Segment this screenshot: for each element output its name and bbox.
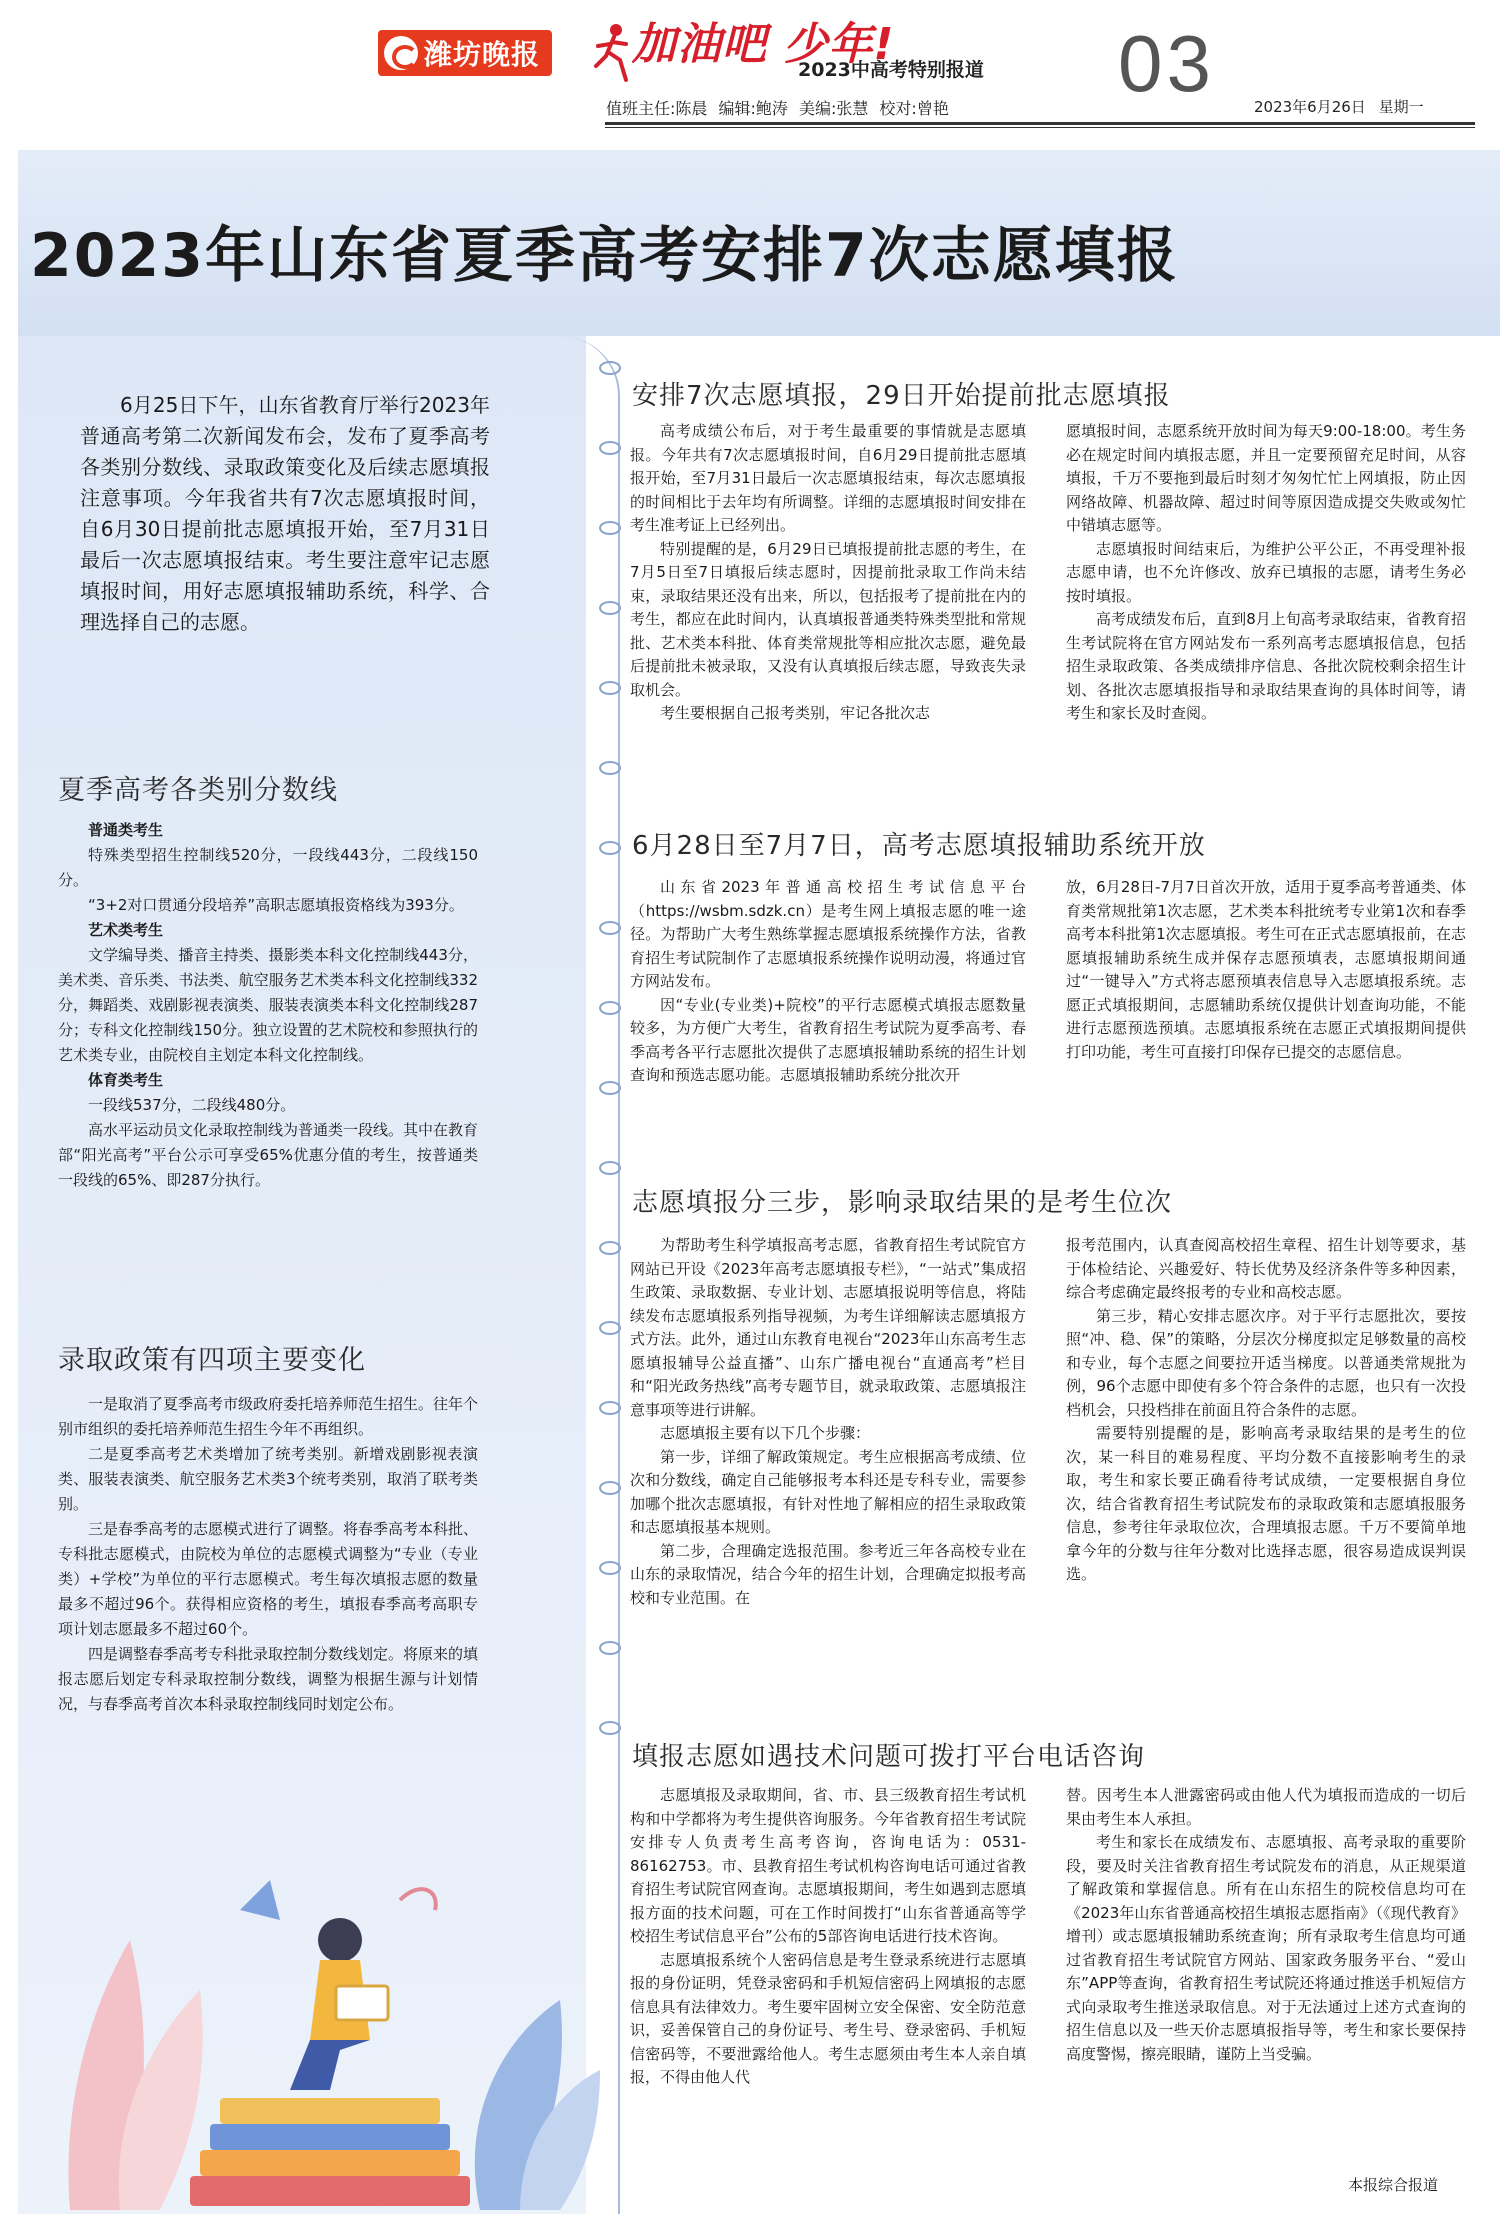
policy-change-2: 二是夏季高考艺术类增加了统考类别。新增戏剧影视表演类、服装表演类、航空服务艺术类3个统考类别，取消了联考类别。 — [58, 1445, 478, 1513]
section-2-col-b — [1066, 876, 1466, 1064]
source-credit: 本报综合报道 — [1348, 2176, 1439, 2194]
art-students-text: 文学编导类、播音主持类、摄影类本科文化控制线443分，美术类、音乐类、书法类、航空服务艺术类本科文化控制线332分，舞蹈类、戏剧影视表演类、服装表演类本科文化控制线287分；专科文化控制线150分。独立设置的艺术院校和参照执行的艺术类专业，由院校自主划定本科文化控制线。 — [58, 946, 478, 1064]
section-1-para-2: 特别提醒的是，6月29日已填报提前批志愿的考生，在7月5日至7日填报后续志愿时，因提前批录取工作尚未结束，录取结果还没有出来，所以，包括报考了提前批在内的考生，都应在此时间内，认真填报普通类特殊类型批和常规批、艺术类本科批、体育类常规批等相应批次志愿，避免最后提前批未被录取，又没有认真填报后续志愿，导致丧失录取机会。 — [630, 539, 1026, 699]
sport-students-head: 体育类考生 — [88, 1071, 164, 1089]
page-number: 03 — [1118, 19, 1215, 108]
section-2-para-2: 因“专业(专业类)+院校”的平行志愿模式填报志愿数量较多，为方便广大考生，省教育招生考试院为夏季高考、春季高考各平行志愿批次提供了志愿填报辅助系统的招生计划查询和预选志愿功能。志愿填报辅助系统分批次开 — [630, 995, 1026, 1084]
section-1-para-1: 高考成绩公布后，对于考生最重要的事情就是志愿填报。今年共有7次志愿填报时间，自6月29日提前批志愿填报开始，至7月31日最后一次志愿填报结束，每次志愿填报的时间相比于去年均有所调整。详细的志愿填报时间安排在考生准考证上已经列出。 — [630, 422, 1026, 534]
section-2-title: 6月28日至7月7日，高考志愿填报辅助系统开放 — [632, 831, 1206, 861]
sport-students-text-1: 一段线537分，二段线480分。 — [88, 1096, 296, 1114]
policy-change-4: 四是调整春季高考专科批录取控制分数线划定。将原来的填报志愿后划定专科录取控制分数线，调整为根据生源与计划情况，与春季高考首次本科录取控制线同时划定公布。 — [58, 1645, 479, 1713]
section-4-title: 填报志愿如遇技术问题可拨打平台电话咨询 — [632, 1742, 1146, 1772]
scores-section-body — [58, 818, 478, 1193]
section-1-col-b — [1066, 420, 1466, 726]
section-3-para-4: 第二步，合理确定选报范围。参考近三年各高校专业在山东的录取情况，结合今年的招生计划，合理确定拟报考高校和专业范围。在 — [630, 1541, 1026, 1607]
art-students-head: 艺术类考生 — [88, 921, 164, 939]
slogan: 加油吧 少年! — [632, 19, 895, 70]
paper-logo-icon — [384, 36, 418, 70]
section-3-para-5: 报考范围内，认真查阅高校招生章程、招生计划等要求，基于体检结论、兴趣爱好、特长优势及经济条件等多种因素，综合考虑确定最终报考的专业和高校志愿。 — [1066, 1236, 1466, 1301]
lead-paragraph: 6月25日下午，山东省教育厅举行2023年普通高考第二次新闻发布会，发布了夏季高考各类别分数线、录取政策变化及后续志愿填报注意事项。今年我省共有7次志愿填报时间，自6月30日提前批志愿填报开始，至7月31日最后一次志愿填报结束。考生要注意牢记志愿填报时间，用好志愿填报辅助系统，科学、合理选择自己的志愿。 — [80, 393, 490, 634]
section-1-col-a — [630, 420, 1026, 726]
paper-name: 潍坊晚报 — [424, 38, 541, 71]
masthead-rule-thin — [605, 127, 1475, 128]
reading-student-illustration — [40, 1790, 620, 2214]
section-1-para-6: 高考成绩发布后，直到8月上旬高考录取结束，省教育招生考试院将在官方网站发布一系列高考志愿填报信息，包括招生录取政策、各类成绩排序信息、各批次院校剩余招生计划、各批次志愿填报指导和录取结果查询的具体时间等，请考生和家长及时查阅。 — [1066, 610, 1466, 722]
section-4-para-2: 志愿填报系统个人密码信息是考生登录系统进行志愿填报的身份证明，凭登录密码和手机短信密码上网填报的志愿信息具有法律效力。考生要牢固树立安全保密、安全防范意识，妥善保管自己的身份证号、考生号、登录密码、手机短信密码等，不要泄露给他人。考生志愿须由考生本人亲自填报，不得由他人代 — [630, 1950, 1026, 2086]
sport-students-text-2: 高水平运动员文化录取控制线为普通类一段线。其中在教育部“阳光高考”平台公示可享受65%优惠分值的考生，按普通类一段线的65%、即287分执行。 — [58, 1121, 479, 1189]
runner-icon — [592, 22, 632, 84]
policy-change-1: 一是取消了夏季高考市级政府委托培养师范生招生。往年个别市组织的委托培养师范生招生今年不再组织。 — [58, 1395, 479, 1438]
section-4-para-1: 志愿填报及录取期间，省、市、县三级教育招生考试机构和中学都将为考生提供咨询服务。今年省教育招生考试院安排专人负责考生高考咨询，咨询电话为：0531-86162753。市、县教育招生考试机构咨询电话可通过省教育招生考试院官网查询。志愿填报期间，考生如遇到志愿填报方面的技术问题，可在工作时间拨打“山东省普通高等学校招生考试信息平台”公布的5部咨询电话进行技术咨询。 — [630, 1786, 1026, 1945]
section-4-para-3: 替。因考生本人泄露密码或由他人代为填报而造成的一切后果由考生本人承担。 — [1066, 1786, 1466, 1828]
staff-credits: 值班主任:陈晨 编辑:鲍涛 美编:张慧 校对:曾艳 — [606, 99, 949, 118]
section-4-para-4: 考生和家长在成绩发布、志愿填报、高考录取的重要阶段，要及时关注省教育招生考试院发布的消息，从正规渠道了解政策和掌握信息。所有在山东招生的院校信息均可在《2023年山东省普通高校招生填报志愿指南》（《现代教育》增刊）或志愿填报辅助系统查询；所有录取考生信息均可通过省教育招生考试院官方网站、国家政务服务平台、“爱山东”APP等查询，省教育招生考试院还将通过推送手机短信方式向录取考生推送录取信息。对于无法通过上述方式查询的招生信息以及一些天价志愿填报指导等，考生和家长要保持高度警惕，擦亮眼睛，谨防上当受骗。 — [1066, 1833, 1466, 2063]
section-3-para-2: 志愿填报主要有以下几个步骤： — [660, 1424, 871, 1442]
section-2-para-1: 山东省2023年普通高校招生考试信息平台（https://wsbm.sdzk.cn）是考生网上填报志愿的唯一途径。为帮助广大考生熟练掌握志愿填报系统操作方法，省教育招生考试院制作了志愿填报系统操作说明动漫，将通过官方网站发布。 — [630, 878, 1026, 990]
slogan-subtitle: 2023中高考特别报道 — [798, 59, 984, 81]
general-students-text-1: 特殊类型招生控制线520分，一段线443分，二段线150分。 — [58, 846, 478, 889]
paper-logo — [378, 30, 552, 76]
section-3-col-b — [1066, 1234, 1466, 1587]
policy-section-body — [58, 1392, 478, 1717]
section-1-para-3: 考生要根据自己报考类别，牢记各批次志 — [660, 704, 931, 722]
general-students-head: 普通类考生 — [88, 821, 164, 839]
section-3-para-7: 需要特别提醒的是，影响高考录取结果的是考生的位次，某一科目的难易程度、平均分数不直接影响考生的录取，考生和家长要正确看待考试成绩，一定要根据自身位次，结合省教育招生考试院发布的录取政策和志愿填报服务信息，参考往年录取位次，合理填报志愿。千万不要简单地拿今年的分数与往年分数对比选择志愿，很容易造成误判误选。 — [1066, 1424, 1466, 1583]
issue-date: 2023年6月26日 星期一 — [1254, 98, 1424, 116]
policy-section-title: 录取政策有四项主要变化 — [58, 1345, 366, 1376]
section-3-para-6: 第三步，精心安排志愿次序。对于平行志愿批次，要按照“冲、稳、保”的策略，分层次分梯度拟定足够数量的高校和专业，每个志愿之间要拉开适当梯度。以普通类常规批为例，96个志愿中即使有多个符合条件的志愿，也只有一次投档机会，只投档排在前面且符合条件的志愿。 — [1066, 1306, 1466, 1419]
general-students-text-2: “3+2对口贯通分段培养”高职志愿填报资格线为393分。 — [88, 896, 464, 914]
section-3-title: 志愿填报分三步，影响录取结果的是考生位次 — [632, 1188, 1173, 1218]
section-1-para-4: 愿填报时间，志愿系统开放时间为每天9:00-18:00。考生务必在规定时间内填报志愿，并且一定要预留充足时间，从容填报，千万不要拖到最后时刻才匆匆忙忙上网填报，防止因网络故障、机器故障、超过时间等原因造成提交失败或匆忙中错填志愿等。 — [1066, 422, 1466, 534]
scores-section-title: 夏季高考各类别分数线 — [58, 775, 338, 806]
page-title: 2023年山东省夏季高考安排7次志愿填报 — [30, 221, 1179, 291]
section-3-para-1: 为帮助考生科学填报高考志愿，省教育招生考试院官方网站已开设《2023年高考志愿填报专栏》，“一站式”集成招生政策、录取数据、专业计划、志愿填报说明等信息，将陆续发布志愿填报系列指导视频，为考生详细解读志愿填报方式方法。此外，通过山东教育电视台“2023年山东高考生志愿填报辅导公益直播”、山东广播电视台“直通高考”栏目和“阳光政务热线”高考专题节目，就录取政策、志愿填报注意事项等进行讲解。 — [630, 1236, 1026, 1419]
section-1-para-5: 志愿填报时间结束后，为维护公平公正，不再受理补报志愿申请，也不允许修改、放弃已填报的志愿，请考生务必按时填报。 — [1066, 539, 1466, 605]
section-3-col-a — [630, 1234, 1026, 1610]
policy-change-3: 三是春季高考的志愿模式进行了调整。将春季高考本科批、专科批志愿模式，由院校为单位的志愿模式调整为“专业（专业类）+学校”为单位的平行志愿模式。考生每次填报志愿的数量最多不超过96个。获得相应资格的考生，填报春季高考高职专项计划志愿最多不超过60个。 — [58, 1520, 479, 1638]
section-4-col-a — [630, 1784, 1026, 2090]
section-3-para-3: 第一步，详细了解政策规定。考生应根据高考成绩、位次和分数线，确定自己能够报考本科还是专科专业，需要参加哪个批次志愿填报，有针对性地了解相应的招生录取政策和志愿填报基本规则。 — [630, 1447, 1026, 1536]
section-4-col-b — [1066, 1784, 1466, 2066]
section-2-col-a — [630, 876, 1026, 1088]
masthead-rule — [605, 122, 1475, 125]
masthead — [0, 0, 1500, 150]
section-2-para-3: 放，6月28日-7月7日首次开放，适用于夏季高考普通类、体育类常规批第1次志愿，艺术类本科批统考专业第1次和春季高考本科批第1次志愿填报。考生可在正式志愿填报前，在志愿填报辅助系统生成并保存志愿预填表，志愿填报期间通过“一键导入”方式将志愿预填表信息导入志愿填报系统。志愿正式填报期间，志愿辅助系统仅提供计划查询功能，不能进行志愿预选预填。志愿填报系统在志愿正式填报期间提供打印功能，考生可直接打印保存已提交的志愿信息。 — [1066, 878, 1466, 1061]
section-1-title: 安排7次志愿填报，29日开始提前批志愿填报 — [632, 381, 1171, 411]
